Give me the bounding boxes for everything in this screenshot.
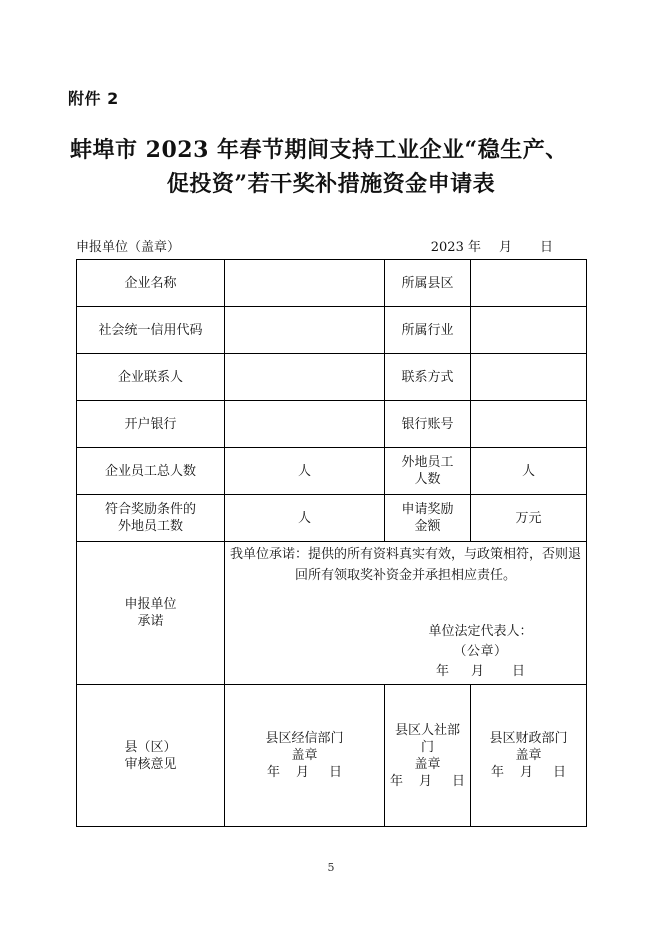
commitment-body	[225, 542, 587, 685]
field-value-contact-method[interactable]	[471, 354, 587, 401]
review-dept-finance-line2: 盖章	[515, 748, 542, 763]
field-label-requested-amount	[385, 495, 471, 542]
page-title-line2: 促投资”若干奖补措施资金申请表	[166, 171, 496, 197]
review-side-label-line2: 审核意见	[124, 756, 177, 772]
official-seal-label[interactable]: （公章）	[453, 644, 508, 659]
form-date-month: 月	[498, 240, 512, 255]
field-label-eligible-employees	[77, 495, 225, 542]
review-date-day: 日	[329, 765, 343, 780]
commitment-date-day: 日	[512, 664, 526, 679]
review-date-finance	[475, 764, 582, 781]
applicant-unit-label: 申报单位（盖章）	[76, 240, 181, 255]
field-label-contact-person: 企业联系人	[77, 354, 225, 401]
field-label-bank-account: 银行账号	[385, 401, 471, 448]
commitment-side-label-line2: 承诺	[137, 614, 164, 629]
table-row	[77, 401, 587, 448]
review-cell-finance[interactable]	[471, 685, 587, 827]
review-date-human-resources	[389, 773, 466, 790]
field-label-nonlocal-employees-line1: 外地员工	[401, 455, 454, 470]
page-title	[60, 133, 602, 201]
review-date-month: 月	[418, 773, 432, 789]
review-date-month: 月	[295, 765, 309, 780]
page-number: 5	[327, 861, 335, 874]
commitment-date-line[interactable]	[379, 662, 582, 682]
review-date-day: 日	[553, 765, 567, 780]
field-value-contact-person[interactable]	[225, 354, 385, 401]
review-date-month: 月	[519, 765, 533, 780]
field-value-credit-code[interactable]	[225, 307, 385, 354]
table-row	[77, 260, 587, 307]
form-header	[76, 236, 586, 256]
field-value-eligible-employees[interactable]: 人	[225, 495, 385, 542]
review-date-year: 年	[266, 765, 280, 780]
review-side-label-line1: 县（区）	[124, 739, 177, 755]
form-date-day: 日	[539, 240, 553, 255]
review-date-year: 年	[389, 773, 403, 789]
table-row	[77, 307, 587, 354]
field-value-district[interactable]	[471, 260, 587, 307]
field-value-company-name[interactable]	[225, 260, 385, 307]
field-label-requested-amount-line2: 金额	[414, 519, 441, 534]
field-label-total-employees: 企业员工总人数	[77, 448, 225, 495]
field-label-company-name: 企业名称	[77, 260, 225, 307]
field-value-bank-name[interactable]	[225, 401, 385, 448]
field-value-bank-account[interactable]	[471, 401, 587, 448]
review-side-label	[77, 685, 225, 827]
field-label-nonlocal-employees-line2: 人数	[414, 472, 441, 487]
review-dept-human-resources-line1: 县区人社部门	[394, 722, 460, 755]
page-title-line1: 蚌埠市 2023 年春节期间支持工业企业“稳生产、	[70, 137, 568, 163]
review-dept-finance-line1: 县区财政部门	[489, 731, 568, 746]
review-dept-economic-info-line1: 县区经信部门	[265, 731, 344, 746]
field-value-requested-amount[interactable]: 万元	[471, 495, 587, 542]
legal-representative-label[interactable]: 单位法定代表人：	[428, 624, 533, 639]
review-date-economic-info	[229, 764, 380, 781]
commitment-side-label	[77, 542, 225, 685]
commitment-date-month: 月	[470, 664, 484, 679]
field-label-district: 所属县区	[385, 260, 471, 307]
review-row	[77, 685, 587, 827]
form-date	[431, 236, 553, 255]
field-label-requested-amount-line1: 申请奖励	[401, 502, 454, 517]
field-value-nonlocal-employees[interactable]: 人	[471, 448, 587, 495]
field-label-credit-code: 社会统一信用代码	[77, 307, 225, 354]
form-date-year: 2023 年	[430, 240, 481, 255]
application-form-table	[76, 259, 587, 827]
attachment-label: 附件 2	[68, 89, 119, 108]
commitment-signature-block	[229, 622, 582, 682]
field-label-bank-name: 开户银行	[77, 401, 225, 448]
review-date-day: 日	[452, 773, 466, 789]
table-row	[77, 495, 587, 542]
commitment-text: 我单位承诺：提供的所有资料真实有效，与政策相符，否则退回所有领取奖补资金并承担相应责任。	[229, 547, 581, 583]
field-value-total-employees[interactable]: 人	[225, 448, 385, 495]
commitment-side-label-line1: 申报单位	[124, 597, 177, 612]
field-label-eligible-employees-line1: 符合奖励条件的	[104, 502, 196, 517]
field-label-eligible-employees-line2: 外地员工数	[117, 519, 183, 534]
field-label-nonlocal-employees	[385, 448, 471, 495]
review-cell-human-resources[interactable]	[385, 685, 471, 827]
commitment-row	[77, 542, 587, 685]
commitment-date-year: 年	[435, 664, 449, 679]
review-date-year: 年	[490, 765, 504, 780]
table-row	[77, 354, 587, 401]
table-row	[77, 448, 587, 495]
field-value-industry[interactable]	[471, 307, 587, 354]
review-dept-human-resources-line2: 盖章	[414, 756, 441, 772]
review-dept-economic-info-line2: 盖章	[291, 748, 318, 763]
field-label-industry: 所属行业	[385, 307, 471, 354]
review-cell-economic-info[interactable]	[225, 685, 385, 827]
field-label-contact-method: 联系方式	[385, 354, 471, 401]
